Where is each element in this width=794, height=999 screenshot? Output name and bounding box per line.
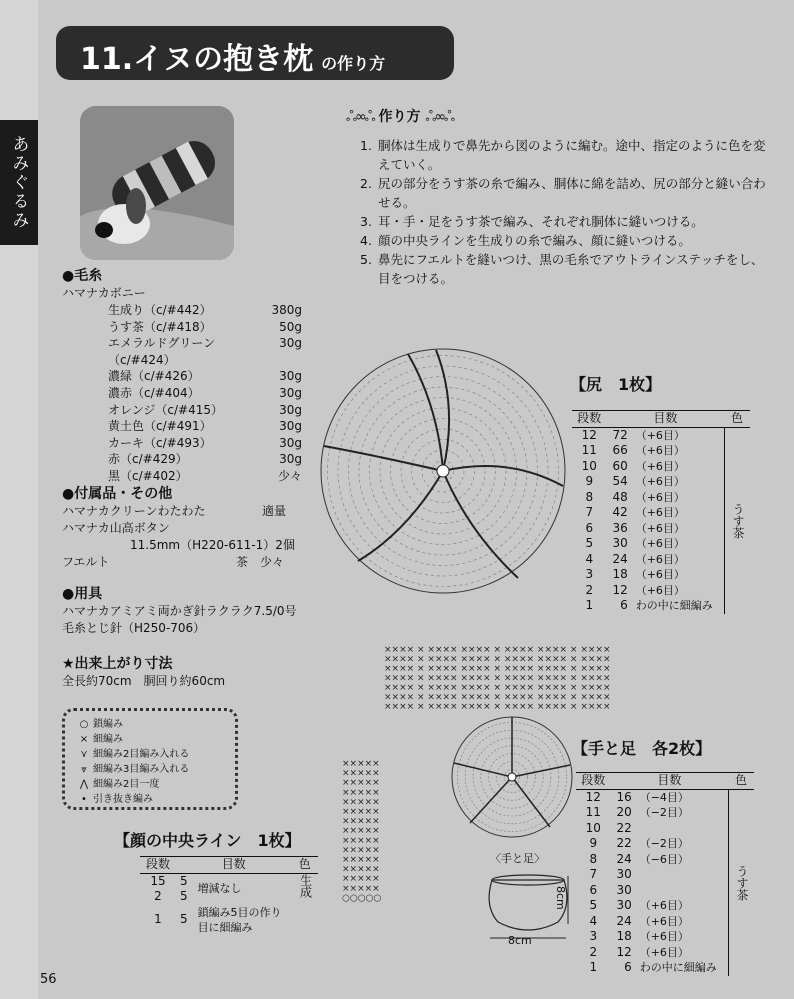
step-number: 5. (360, 252, 372, 267)
howto-step (360, 212, 772, 231)
cell: 15 (150, 873, 166, 888)
step-number: 4. (360, 233, 372, 248)
col-header: 段数 (140, 857, 176, 874)
cell: 30 (616, 898, 632, 912)
yarn-name: 黒（c/#402） (108, 468, 188, 483)
yarn-qty: 30g (279, 402, 302, 417)
stitch-row: ○○○○○ (342, 893, 382, 904)
cell: （−4目） (639, 790, 689, 804)
teashi-title: 【手と足 各2枚】 (572, 739, 712, 758)
yarn-item (108, 302, 302, 319)
stitch-symbol-icon: ⋎ (80, 749, 88, 760)
yarn-qty: 50g (279, 319, 302, 334)
cell: うす茶 (724, 427, 750, 614)
yarn-name: 濃緑（c/#426） (108, 369, 200, 384)
step-text: 胴体は生成りで鼻先から図のように編む。途中、指定のように色を変えていく。 (378, 138, 766, 172)
col-header: 色 (728, 773, 754, 790)
table-row (572, 459, 750, 475)
table-row (572, 474, 750, 490)
cell: （+6目） (639, 930, 689, 943)
cell: 増減なし (197, 882, 242, 896)
cell: 生成 (298, 873, 313, 898)
decor-icon: ஃ∞ஃ (346, 109, 374, 125)
table-row (572, 598, 750, 614)
size-heading: ★出来上がり寸法 (62, 656, 173, 672)
cell: （+6目） (635, 475, 685, 488)
yarn-qty: 30g (279, 419, 302, 434)
yarn-qty: 30g (279, 452, 302, 467)
size-section (62, 656, 322, 690)
cell: 10 (581, 458, 597, 473)
howto-step (360, 174, 772, 212)
stitch-symbol-icon: ⩔ (81, 764, 87, 775)
cell: （+6目） (635, 583, 685, 597)
table-row (576, 805, 754, 821)
cell: 7 (589, 867, 598, 881)
stitch-row: ××××× (342, 787, 380, 798)
cell: （+6目） (639, 945, 689, 959)
cell: 42 (612, 505, 628, 519)
legend-label: 鎖編み (93, 719, 123, 730)
legend-label: 細編み2目一度 (93, 779, 160, 790)
cell: 22 (616, 836, 632, 850)
legend-label: 引き抜き編み (93, 794, 153, 805)
cell: 9 (589, 836, 598, 850)
cell: わの中に細編み (635, 599, 713, 612)
step-number: 3. (360, 214, 372, 229)
stitch-row: ××××× (342, 864, 380, 875)
cell: （+6目） (635, 490, 685, 504)
cell: 72 (612, 427, 628, 442)
table-row (576, 945, 754, 961)
cell: 5 (589, 898, 598, 912)
table-row (576, 789, 754, 805)
yarn-name: 生成り（c/#442） (108, 303, 212, 317)
cell: 1 (154, 912, 162, 927)
teashi-table (576, 772, 754, 976)
cell: 2 (154, 889, 162, 903)
stitch-symbol-icon: ⋀ (79, 779, 89, 790)
yarn-item (108, 468, 302, 485)
shape-label: 〈手と足〉 (490, 852, 545, 865)
shiri-title: 【尻 1枚】 (570, 375, 662, 394)
cell: 5 (179, 889, 188, 903)
legend-item (75, 732, 225, 747)
stitch-row: ×××× × ×××× ×××× × ×××× ×××× × ×××× (384, 645, 611, 655)
table-row (572, 552, 750, 568)
yarn-brand: ハマナカボニー (62, 286, 146, 300)
step-number: 1. (360, 138, 372, 153)
yarn-item (108, 435, 302, 452)
cell: 8 (589, 851, 598, 866)
col-header: 目数 (607, 411, 724, 428)
stitch-row: ××××× (342, 759, 380, 769)
cell: 1 (585, 598, 594, 612)
col-header: 段数 (572, 411, 607, 428)
stitch-row: ××××× (342, 883, 380, 894)
cell: 4 (589, 913, 598, 928)
stitch-row: ××××× (342, 874, 380, 885)
tools-heading: ●用具 (62, 586, 103, 602)
product-photo (80, 106, 234, 260)
step-text: 尻の部分をうす茶の糸で編み、胴体に綿を詰め、尻の部分と縫い合わせる。 (378, 176, 766, 210)
yarn-name: 赤（c/#429） (108, 452, 188, 467)
yarn-section (62, 268, 302, 485)
dim-width: 8cm (508, 934, 532, 947)
table-row (576, 929, 754, 945)
legend-label: 細編み (93, 734, 123, 745)
legend-item (75, 762, 225, 777)
cell: 54 (612, 474, 628, 488)
stitch-row: ×××× × ×××× ×××× × ×××× ×××× × ×××× (384, 664, 611, 674)
table-row (576, 836, 754, 852)
face-table (140, 856, 318, 936)
tools-section (62, 586, 322, 637)
stitch-row: ××××× (342, 855, 380, 865)
cell: 36 (612, 520, 628, 535)
accessory-name: ハマナカクリーンわたわた (62, 504, 206, 518)
table-row (576, 914, 754, 930)
stitch-symbol-icon: × (79, 734, 89, 745)
cell: 7 (585, 505, 594, 519)
cell: （+6目） (639, 899, 689, 912)
col-header: 段数 (576, 773, 611, 790)
stitch-row: ×××× × ×××× ×××× × ×××× ×××× × ×××× (384, 702, 611, 712)
table-row (572, 583, 750, 599)
cell: （+6目） (635, 537, 685, 550)
yarn-qty: 30g (279, 385, 302, 400)
cell: 12 (612, 582, 628, 597)
cell: （−6目） (639, 852, 689, 866)
stitch-row: ××××× (342, 778, 380, 789)
side-tab: あみぐるみ (0, 120, 38, 245)
table-row (572, 443, 750, 459)
yarn-item (108, 319, 302, 336)
stitch-row: ××××× (342, 768, 380, 779)
table-row (572, 427, 750, 443)
yarn-qty: 少々 (277, 468, 302, 483)
cell: 2 (589, 944, 598, 959)
accessory-qty: 適量 (262, 504, 287, 518)
stitch-row: ×××× × ×××× ×××× × ×××× ×××× × ×××× (384, 654, 611, 665)
cell: 12 (581, 427, 597, 442)
cell: 30 (616, 882, 632, 897)
cell: 10 (585, 820, 601, 835)
legend-item (75, 747, 225, 762)
cell: 16 (616, 789, 632, 804)
cell: 22 (616, 820, 632, 835)
face-title: 【顔の中央ライン 1枚】 (114, 831, 301, 850)
howto-step (360, 231, 772, 250)
table-row (572, 536, 750, 552)
cell: 11 (585, 805, 601, 819)
legend-item (75, 717, 225, 732)
stitch-row: ××××× (342, 816, 380, 827)
cell: 2 (585, 582, 594, 597)
yarn-item (108, 368, 302, 385)
decor-icon: ஃ∞ஃ (425, 109, 453, 125)
accessory-name: ハマナカ山高ボタン (62, 521, 170, 535)
yarn-name: エメラルドグリーン（c/#424） (108, 336, 216, 367)
yarn-item (108, 451, 302, 468)
accessory-qty: 茶 少々 (236, 555, 285, 569)
howto-title: 作り方 (378, 109, 421, 125)
howto-heading (346, 106, 453, 127)
ear-diagram (380, 642, 686, 712)
legend-item (75, 792, 225, 807)
table-row (572, 490, 750, 506)
yarn-name: オレンジ（c/#415） (108, 402, 224, 417)
cell: 9 (585, 474, 594, 488)
yarn-item (108, 335, 302, 368)
cell: 5 (585, 536, 594, 550)
accessory-name: 11.5mm（H220-611-1）2個 (130, 538, 295, 552)
dim-height: 8cm (554, 886, 567, 910)
accessories-section (62, 486, 302, 571)
yarn-qty: 380g (271, 303, 302, 317)
col-header: 色 (292, 857, 318, 874)
cell: 30 (616, 867, 632, 881)
cell: うす茶 (728, 789, 754, 976)
shiri-table (572, 410, 750, 614)
howto-step (360, 136, 772, 174)
stitch-row: ××××× (342, 807, 380, 817)
cell: わの中に細編み (639, 961, 717, 974)
yarn-name: カーキ（c/#493） (108, 435, 212, 450)
accessory-name: フエルト (62, 555, 110, 569)
step-text: 顔の中央ラインを生成りの糸で編み、顔に縫いつける。 (378, 233, 691, 248)
cell: 60 (612, 458, 628, 473)
yarn-name: 黄土色（c/#491） (108, 419, 212, 434)
cell: 24 (612, 551, 628, 566)
table-row (576, 821, 754, 837)
table-row (140, 873, 318, 889)
table-row (572, 521, 750, 537)
table-row (572, 505, 750, 521)
title-sub: の作り方 (321, 54, 386, 73)
cell: （+6目） (635, 459, 685, 473)
title-main: 11.イヌの抱き枕 (80, 42, 314, 77)
cell (636, 883, 728, 899)
legend-label: 細編み3目編み入れる (93, 764, 190, 775)
cell: 18 (616, 929, 632, 943)
page-number: 56 (40, 972, 57, 987)
table-row (576, 898, 754, 914)
yarn-item (108, 402, 302, 419)
symbol-legend (62, 708, 238, 810)
cell: 66 (612, 443, 628, 457)
stitch-symbol-icon: ○ (79, 719, 89, 730)
face-line-diagram (338, 756, 418, 912)
step-text: 耳・手・足をうす茶で編み、それぞれ胴体に縫いつける。 (378, 214, 704, 229)
cell: 30 (612, 536, 628, 550)
stitch-row: ××××× (342, 845, 380, 856)
table-row (140, 905, 318, 936)
cell: 鎖編み5目の作り目に細編み (197, 905, 282, 934)
legend-label: 細編み2目編み入れる (93, 749, 190, 760)
stitch-row: ×××× × ×××× ×××× × ×××× ×××× × ×××× (384, 673, 611, 684)
cell (636, 867, 728, 883)
col-header: 目数 (176, 857, 292, 874)
accessory-row (62, 503, 302, 520)
cell: （+6目） (635, 552, 685, 566)
stitch-row: ×××× × ×××× ×××× × ×××× ×××× × ×××× (384, 692, 611, 703)
table-row (576, 867, 754, 883)
howto-step (360, 250, 772, 288)
cell: 5 (179, 873, 188, 888)
cell: （+6目） (635, 568, 685, 581)
cell: （−2目） (639, 806, 689, 819)
stitch-row: ××××× (342, 835, 380, 846)
accessory-row (62, 554, 302, 571)
cell: 5 (179, 912, 188, 927)
teashi-diagram (450, 715, 574, 839)
cell: （+6目） (639, 914, 689, 928)
yarn-qty: 30g (279, 435, 302, 450)
cell: 24 (616, 851, 632, 866)
yarn-heading: ●毛糸 (62, 268, 103, 284)
cell: 20 (616, 805, 632, 819)
cell: 6 (624, 960, 632, 974)
cell: 48 (612, 489, 628, 504)
cell (636, 821, 728, 837)
cell: 3 (589, 929, 598, 943)
stitch-row: ×××× × ×××× ×××× × ×××× ×××× × ×××× (384, 683, 611, 693)
cell: （−2目） (639, 837, 689, 850)
table-row (576, 883, 754, 899)
yarn-list (108, 302, 302, 485)
cell: 6 (589, 882, 598, 897)
tool-line: 毛糸とじ針（H250-706） (62, 621, 206, 635)
shiri-diagram (318, 346, 568, 596)
page-title (56, 26, 454, 80)
cell: 3 (585, 567, 594, 581)
cell: 4 (585, 551, 594, 566)
table-row (572, 567, 750, 583)
table-row (576, 960, 754, 976)
yarn-name: 濃赤（c/#404） (108, 385, 200, 400)
step-text: 鼻先にフエルトを縫いつけ、黒の毛糸でアウトラインステッチをし、目をつける。 (378, 252, 764, 286)
col-header: 色 (724, 411, 750, 428)
cell: （+6目） (635, 428, 685, 442)
cell: （+6目） (635, 521, 685, 535)
stitch-row: ××××× (342, 797, 380, 808)
yarn-item (108, 418, 302, 435)
col-header: 目数 (611, 773, 728, 790)
yarn-item (108, 385, 302, 402)
cell: 12 (585, 789, 601, 804)
cell: 1 (589, 960, 598, 974)
yarn-name: うす茶（c/#418） (108, 319, 212, 334)
cell: 6 (620, 598, 628, 612)
tool-line: ハマナカアミアミ両かぎ針ラクラク7.5/0号 (62, 604, 297, 618)
step-number: 2. (360, 176, 372, 191)
cell: 6 (585, 520, 594, 535)
size-text: 全長約70cm 胴回り約60cm (62, 674, 226, 688)
cell: 12 (616, 944, 632, 959)
cell: 11 (581, 443, 597, 457)
yarn-qty: 30g (279, 336, 302, 351)
yarn-qty: 30g (279, 369, 302, 384)
cell: 18 (612, 567, 628, 581)
accessories-heading: ●付属品・その他 (62, 486, 173, 502)
howto-steps (360, 136, 772, 288)
cell: （+6目） (635, 506, 685, 519)
cell: 8 (585, 489, 594, 504)
cell: 24 (616, 913, 632, 928)
cell: （+6目） (635, 444, 685, 457)
sidebar (0, 0, 38, 999)
legend-item (75, 777, 225, 792)
table-row (576, 852, 754, 868)
stitch-symbol-icon: • (81, 794, 87, 805)
stitch-row: ××××× (342, 826, 380, 837)
